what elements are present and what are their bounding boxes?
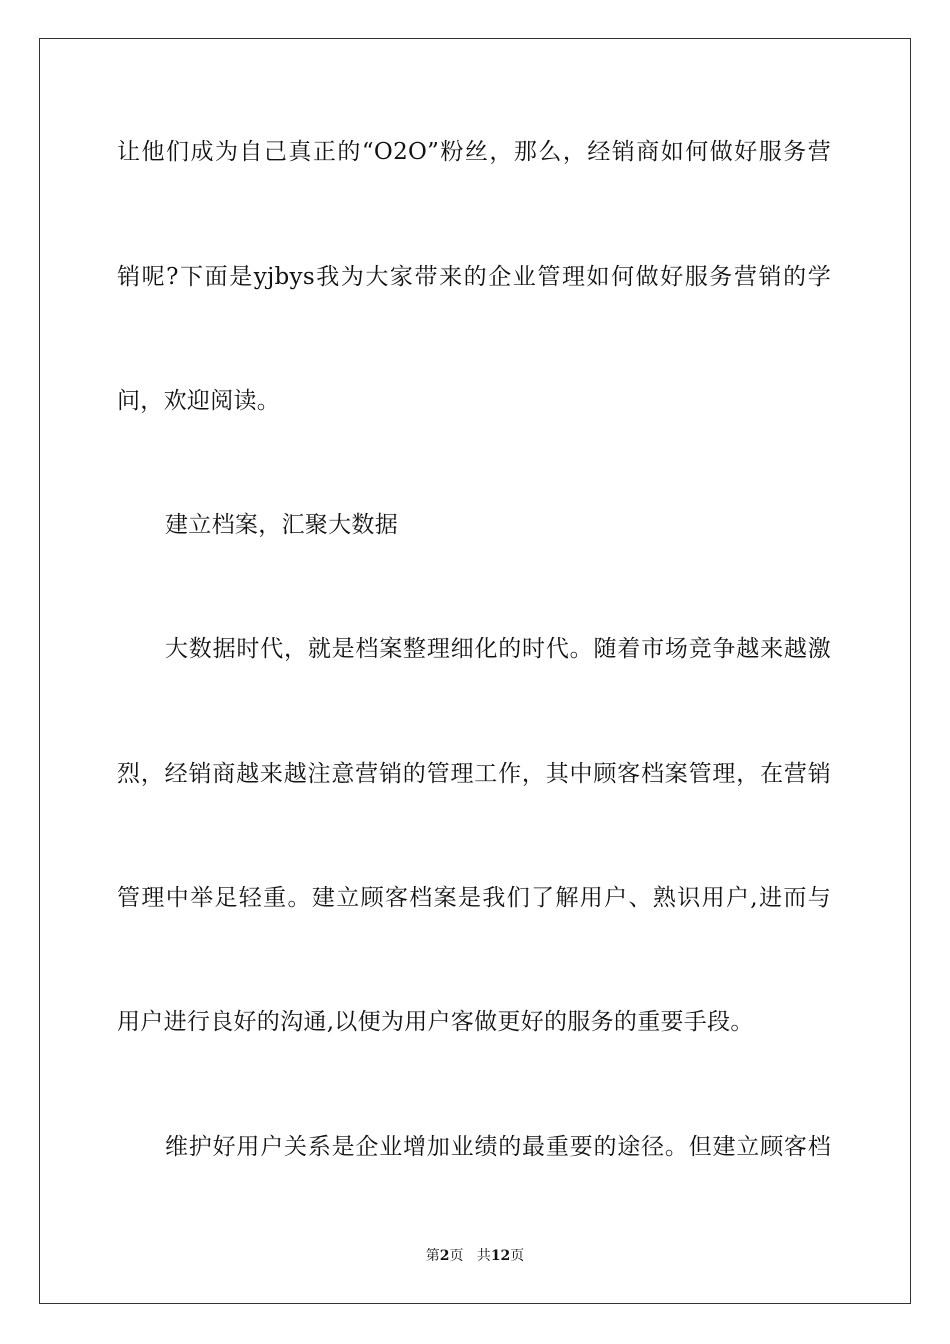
- body-text-line: 管理中举足轻重。建立顾客档案是我们了解用户、熟识用户,进而与: [117, 885, 831, 911]
- body-text-line: 销呢?下面是yjbys我为大家带来的企业管理如何做好服务营销的学: [117, 264, 831, 290]
- footer-total-pages: 12: [490, 1248, 511, 1264]
- body-text-line: 烈，经销商越来越注意营销的管理工作，其中顾客档案管理，在营销: [117, 761, 831, 787]
- footer-page-suffix: 页: [449, 1248, 464, 1264]
- body-text-line: 维护好用户关系是企业增加业绩的最重要的途径。但建立顾客档: [165, 1134, 831, 1160]
- page-footer: [0, 1247, 950, 1265]
- footer-total-suffix: 页: [510, 1248, 525, 1264]
- body-text-line: 大数据时代，就是档案整理细化的时代。随着市场竞争越来越激: [165, 636, 831, 662]
- page-border: [39, 38, 911, 1304]
- footer-page-prefix: 第: [425, 1248, 440, 1264]
- body-text-line: 让他们成为自己真正的“O2O”粉丝，那么，经销商如何做好服务营: [117, 139, 831, 165]
- section-heading: 建立档案，汇聚大数据: [165, 512, 398, 538]
- body-text-line: 问，欢迎阅读。: [117, 388, 281, 414]
- body-text-line: 用户进行良好的沟通,以便为用户客做更好的服务的重要手段。: [117, 1009, 754, 1035]
- footer-page-number: 2: [439, 1248, 450, 1264]
- footer-total-prefix: 共: [476, 1248, 491, 1264]
